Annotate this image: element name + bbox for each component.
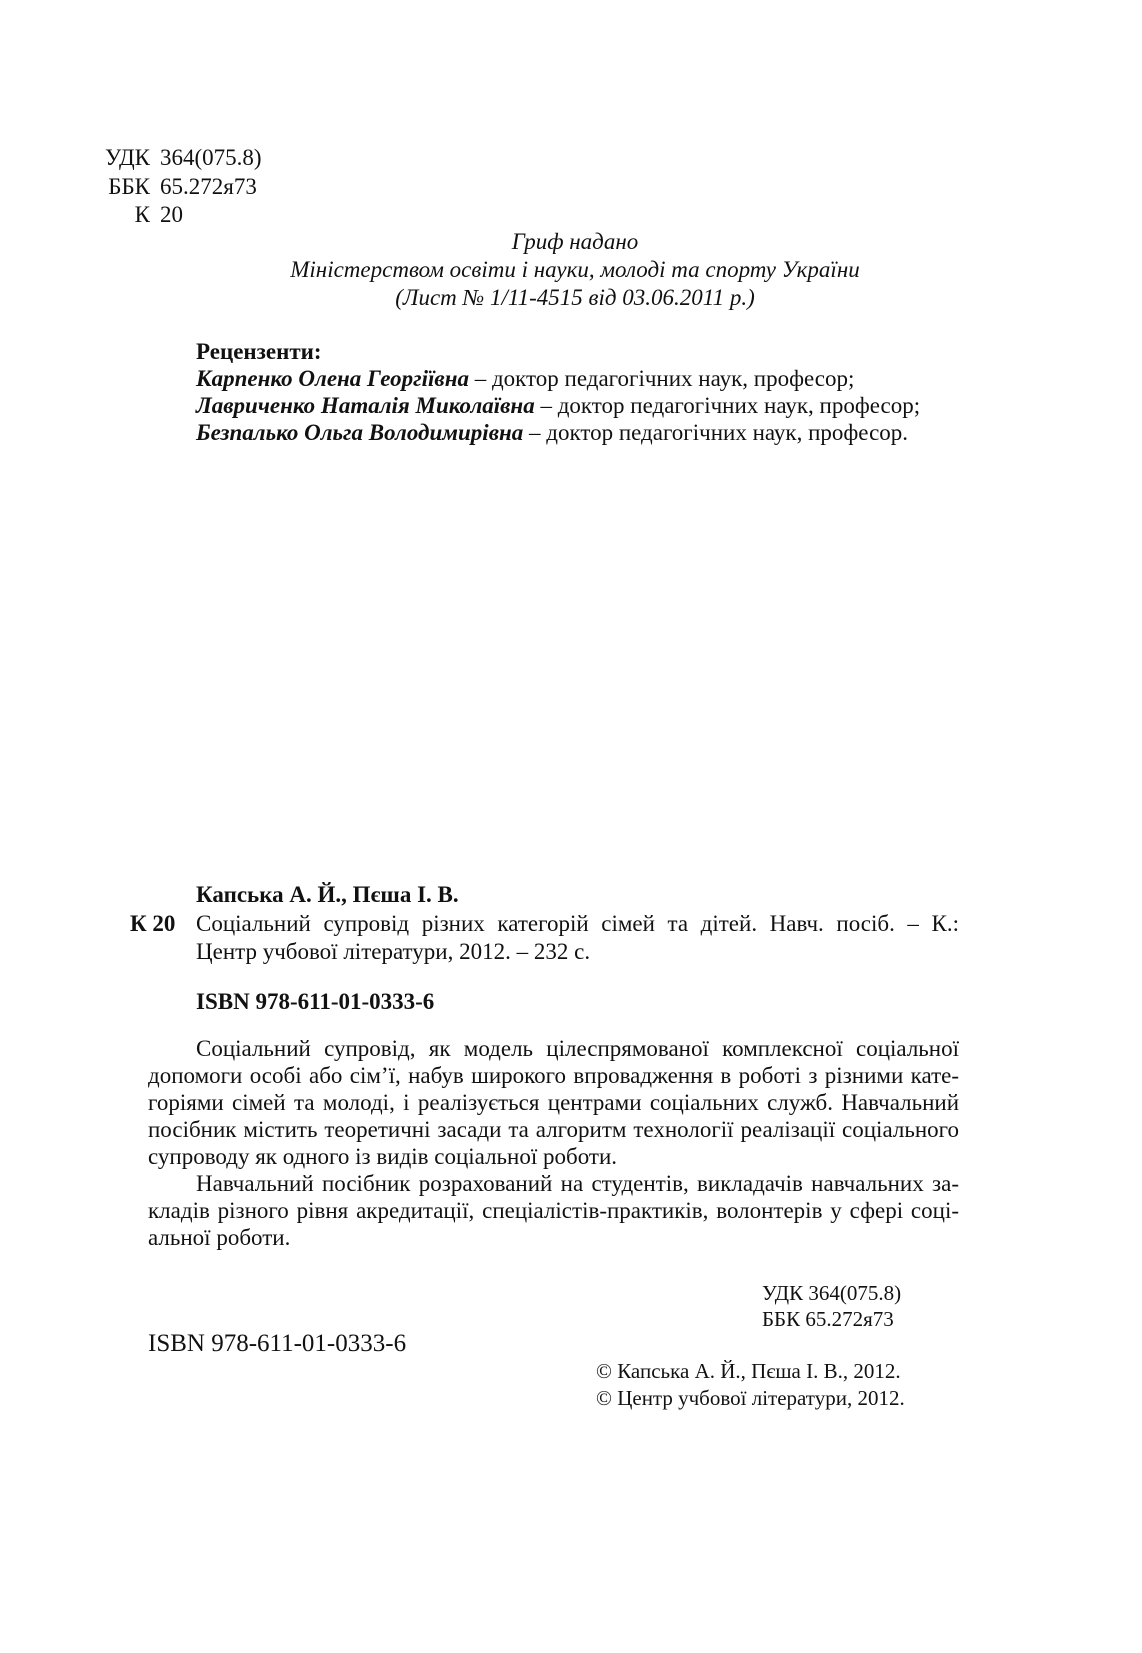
reviewer-2 (196, 391, 920, 420)
reviewer-name: Карпенко Олена Георгіївна (196, 366, 469, 391)
udk-label: УДК (105, 145, 150, 170)
bbk-label: ББК (108, 174, 150, 199)
abstract-p1-line: супроводу як одного із видів соціальної роботи. (148, 1144, 618, 1169)
reviewer-3 (196, 418, 908, 447)
k-value: 20 (160, 202, 183, 227)
reviewer-name: Безпалько Ольга Володимирівна (196, 420, 524, 445)
reviewer-name: Лавриченко Наталія Миколаївна (196, 393, 535, 418)
reviewer-desc: – доктор педагогічних наук, професор; (468, 366, 855, 391)
footer-isbn: ISBN 978-611-01-0333-6 (148, 1330, 407, 1357)
footer-udk: УДК 364(075.8) (762, 1281, 902, 1305)
abstract-p2-line: кладів різного рівня акредитації, спеціалістів-практиків, волонтерів у сфері соці- (148, 1198, 959, 1223)
abstract-p1-line: посібник містить теоретичні засади та алгоритм технології реалізації соціального (148, 1117, 959, 1142)
footer-copyright-1: © Капська А. Й., Пєша І. В., 2012. (596, 1359, 901, 1383)
bib-code: К 20 (130, 911, 176, 936)
reviewers-heading: Рецензенти: (196, 339, 322, 364)
reviewer-desc: – доктор педагогічних наук, професор. (523, 420, 909, 445)
udk-value: 364(075.8) (160, 145, 262, 170)
reviewer-desc: – доктор педагогічних наук, професор; (534, 393, 921, 418)
grif-line-3: (Лист № 1/11-4515 від 03.06.2011 р.) (395, 285, 755, 310)
abstract-p1-line: горіями сімей та молоді, і реалізується центрами соціальних служб. Навчальний (148, 1090, 959, 1115)
bib-isbn: ISBN 978-611-01-0333-6 (196, 989, 435, 1014)
bbk-value: 65.272я73 (160, 174, 257, 199)
bib-title-line-2: Центр учбової літератури, 2012. – 232 с. (196, 939, 591, 964)
abstract-p2-line: альної роботи. (148, 1225, 291, 1250)
k-label: К (134, 202, 150, 227)
k-line (88, 200, 183, 229)
udk-line (88, 143, 262, 172)
grif-line-1: Гриф надано (511, 229, 639, 254)
bib-title-line-1: Соціальний супровід різних категорій сімей та дітей. Навч. посіб. – К.: (196, 911, 959, 936)
bib-authors: Капська А. Й., Пєша І. В. (196, 882, 459, 907)
reviewer-1 (196, 364, 854, 393)
bbk-line (88, 172, 257, 201)
footer-copyright-2: © Центр учбової літератури, 2012. (596, 1386, 905, 1410)
abstract-p1-line: Соціальний супровід, як модель цілеспрямованої комплексної соціальної (196, 1036, 959, 1061)
abstract-p1-line: допомоги особі або сім’ї, набув широкого впровадження в роботі з різними кате- (148, 1063, 959, 1088)
footer-bbk: ББК 65.272я73 (762, 1307, 894, 1331)
abstract-p2-line: Навчальний посібник розрахований на студентів, викладачів навчальних за- (196, 1171, 959, 1196)
grif-line-2: Міністерством освіти і науки, молоді та спорту України (290, 257, 860, 282)
